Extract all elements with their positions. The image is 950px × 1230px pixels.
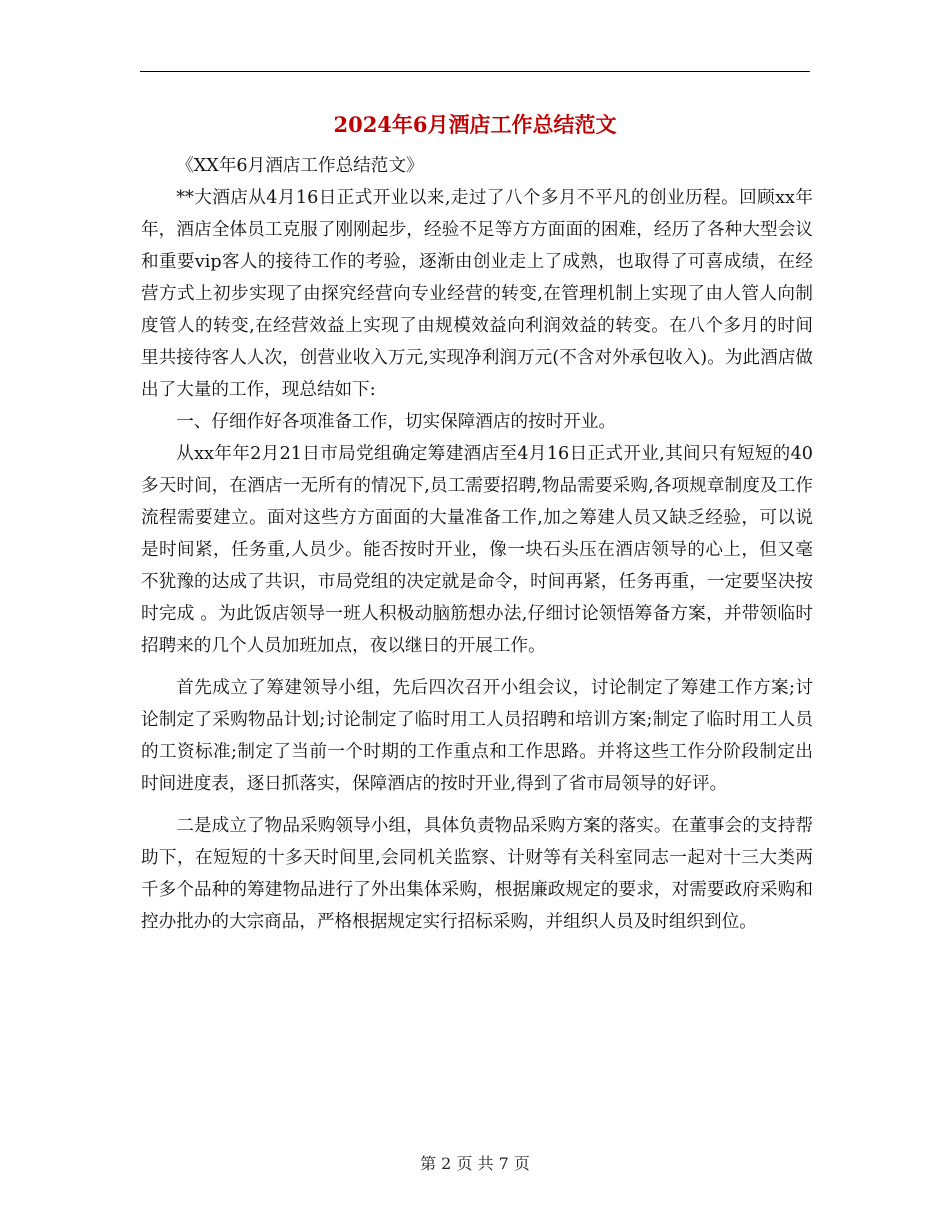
document-body (141, 150, 813, 938)
paragraph-preparation: 从xx年年2月21日市局党组确定筹建酒店至4月16日正式开业,其间只有短短的40多天时间，在酒店一无所有的情况下,员工需要招聘,物品需要采购,各项规章制度及工作流程需要建立。面对这些方方面面的大量准备工作,加之筹建人员又缺乏经验，可以说是时间紧，任务重,人员少。能否按时开业，像一块石头压在酒店领导的心上，但又毫不犹豫的达成了共识，市局党组的决定就是命令，时间再紧，任务再重，一定要坚决按时完成 。为此饭店领导一班人积极动脑筋想办法,仔细讨论领悟筹备方案，并带领临时招聘来的几个人员加班加点，夜以继日的开展工作。 (141, 444, 813, 656)
paragraph-intro: **大酒店从4月16日正式开业以来,走过了八个多月不平凡的创业历程。回顾xx年年，酒店全体员工克服了刚刚起步，经验不足等方方面面的困难，经历了各种大型会议和重要vip客人的接待工作的考验，逐渐由创业走上了成熟，也取得了可喜成绩，在经营方式上初步实现了由探究经营向专业经营的转变,在管理机制上实现了由人管人向制度管人的转变,在经营效益上实现了由规模效益向利润效益的转变。在八个多月的时间里共接待客人人次，创营业收入万元,实现净利润万元(不含对外承包收入)。为此酒店做出了大量的工作，现总结如下: (141, 188, 813, 400)
paragraph-leadership-group: 首先成立了筹建领导小组，先后四次召开小组会议，讨论制定了筹建工作方案;讨论制定了采购物品计划;讨论制定了临时用工人员招聘和培训方案;制定了临时用工人员的工资标准;制定了当前一个时期的工作重点和工作思路。并将这些工作分阶段制定出时间进度表，逐日抓落实，保障酒店的按时开业,得到了省市局领导的好评。 (141, 678, 813, 794)
document-title: 2024年6月酒店工作总结范文 (333, 112, 617, 137)
paragraph-section-heading: 一、仔细作好各项准备工作，切实保障酒店的按时开业。 (176, 412, 617, 432)
paragraph-procurement-group: 二是成立了物品采购领导小组，具体负责物品采购方案的落实。在董事会的支持帮助下，在短短的十多天时间里,会同机关监察、计财等有关科室同志一起对十三大类两千多个品种的筹建物品进行了外出集体采购，根据廉政规定的要求，对需要政府采购和控办批办的大宗商品，严格根据规定实行招标采购，并组织人员及时组织到位。 (141, 816, 813, 932)
header-rule (140, 71, 810, 72)
page-number-footer: 第 2 页 共 7 页 (420, 1154, 530, 1173)
paragraph-subtitle: 《XX年6月酒店工作总结范文》 (176, 156, 424, 176)
